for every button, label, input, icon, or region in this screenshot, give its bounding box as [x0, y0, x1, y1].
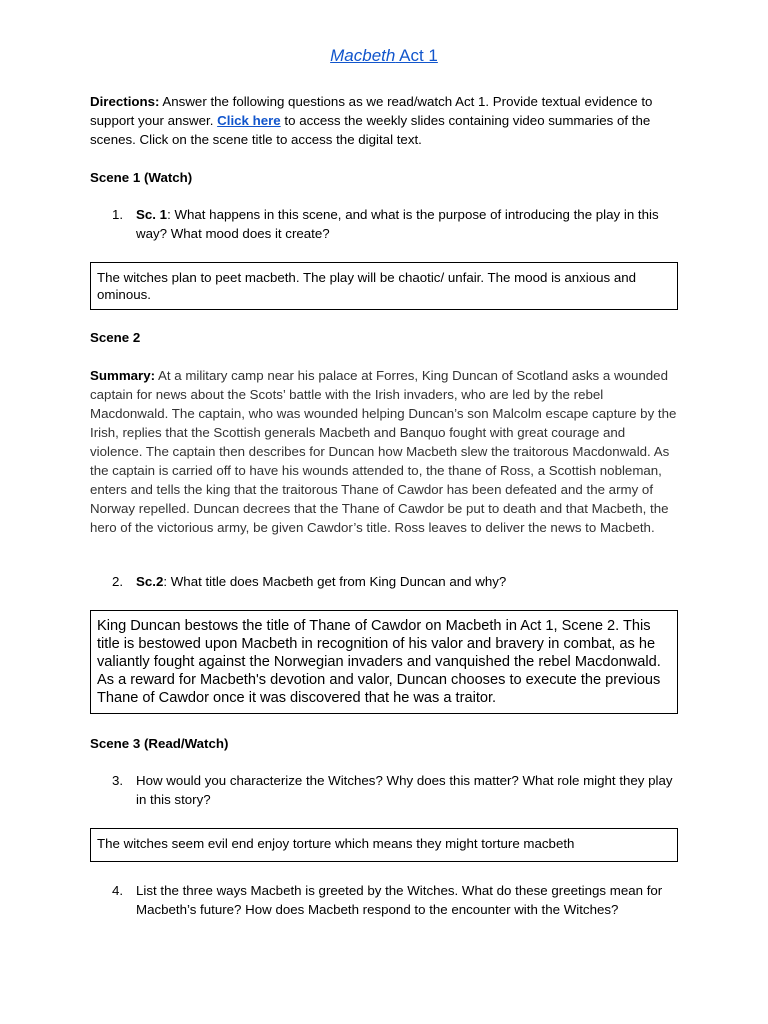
scene-2-summary [90, 366, 680, 537]
question-2-text [136, 572, 676, 591]
scene-1-heading[interactable]: Scene 1 (Watch) [90, 170, 193, 185]
directions-text-2: to access the weekly slides containing video summaries of the scenes. Click on the scene title to access the digital text. [90, 113, 651, 147]
question-2-label: Sc.2 [136, 574, 164, 589]
directions-paragraph [90, 92, 680, 149]
directions-label: Directions: [90, 94, 160, 109]
question-3-number: 3. [112, 773, 124, 788]
click-here-link[interactable]: Click here [217, 113, 281, 128]
question-1-number: 1. [112, 207, 124, 222]
question-3 [90, 771, 680, 811]
answer-1-box[interactable]: The witches plan to peet macbeth. The play will be chaotic/ unfair. The mood is anxious and ominous. [90, 262, 678, 310]
scene-2-heading: Scene 2 [90, 330, 141, 345]
answer-2-box[interactable]: King Duncan bestows the title of Thane of Cawdor on Macbeth in Act 1, Scene 2. This title is bestowed upon Macbeth in recognition of his valor and bravery in combat, as he valiantly fought against the Norwegian invaders and vanquished the rebel Macdonwald. As a reward for Macbeth's devotion and valor, Duncan chooses to execute the previous Thane of Cawdor once it was discovered that he was a traitor. [90, 610, 678, 714]
summary-text: At a military camp near his palace at Forres, King Duncan of Scotland asks a wounded captain for news about the Scots’ battle with the Irish invaders, who are led by the rebel Macdonwald. The captain, who was wounded helping Duncan’s son Malcolm escape capture by the Irish, replies that the Scottish generals Macbeth and Banquo fought with great courage and violence. The captain then describes for Duncan how Macbeth slew the traitorous Macdonwald. As the captain is carried off to have his wounds attended to, the thane of Ross, a Scottish nobleman, enters and tells the king that the traitorous Thane of Cawdor has been defeated and the army of Norway repelled. Duncan decrees that the Thane of Cawdor be put to death and that Macbeth, the hero of the victorious army, be given Cawdor’s title. Ross leaves to deliver the news to Macbeth. [90, 368, 677, 535]
directions-text-1: Answer the following questions as we read/watch Act 1. Provide textual evidence to support your answer. [90, 94, 653, 128]
question-1-text [136, 205, 676, 243]
question-3-text: How would you characterize the Witches? Why does this matter? What role might they play in this story? [136, 773, 673, 807]
question-2-body: : What title does Macbeth get from King Duncan and why? [163, 574, 507, 589]
question-1 [90, 205, 680, 245]
question-4-number: 4. [112, 883, 124, 898]
title-italic[interactable]: Macbeth [330, 46, 396, 65]
title-rest[interactable]: Act 1 [395, 46, 438, 65]
question-2 [90, 572, 680, 592]
summary-label: Summary: [90, 368, 156, 383]
question-4 [90, 881, 680, 921]
question-2-number: 2. [112, 574, 124, 589]
question-4-text: List the three ways Macbeth is greeted by the Witches. What do these greetings mean for Macbeth’s future? How does Macbeth respond to the encounter with the Witches? [136, 883, 663, 917]
page-title[interactable] [0, 46, 768, 66]
question-1-body: : What happens in this scene, and what is the purpose of introducing the play in this way? What mood does it create? [136, 207, 659, 241]
question-1-label: Sc. 1 [136, 207, 168, 222]
scene-3-heading[interactable]: Scene 3 (Read/Watch) [90, 736, 229, 751]
answer-3-box[interactable]: The witches seem evil end enjoy torture which means they might torture macbeth [90, 828, 678, 862]
